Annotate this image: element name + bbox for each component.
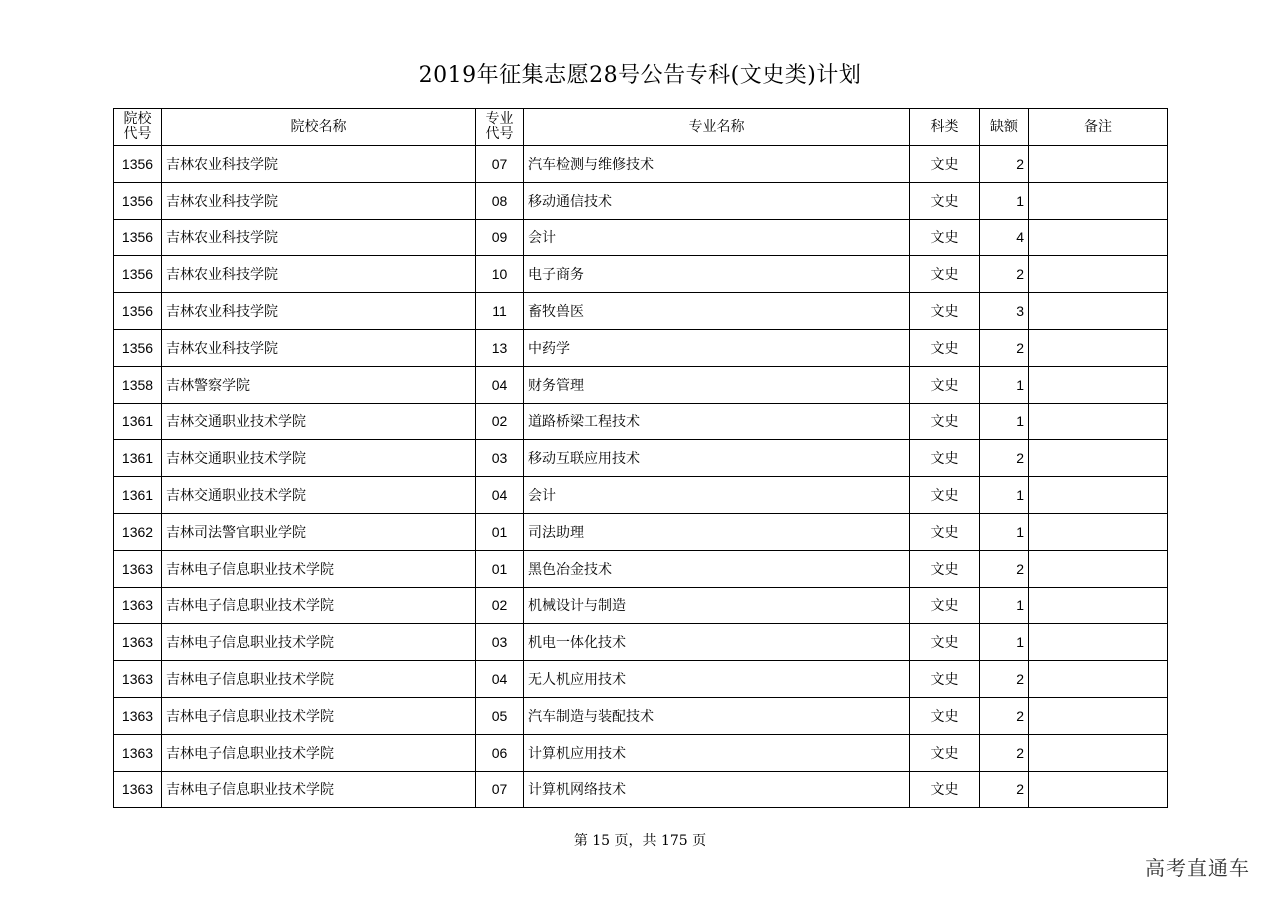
cell-category: 文史 bbox=[910, 513, 980, 550]
cell-note bbox=[1029, 219, 1168, 256]
header-school-code: 院校代号 bbox=[114, 109, 162, 146]
cell-note bbox=[1029, 329, 1168, 366]
cell-quota: 1 bbox=[980, 477, 1029, 514]
cell-major-code: 01 bbox=[476, 513, 524, 550]
table-row bbox=[114, 293, 1168, 330]
page-title: 2019年征集志愿28号公告专科(文史类)计划 bbox=[418, 63, 862, 88]
cell-school-name: 吉林电子信息职业技术学院 bbox=[162, 661, 476, 698]
cell-note bbox=[1029, 366, 1168, 403]
cell-quota: 3 bbox=[980, 293, 1029, 330]
cell-major-name: 黑色冶金技术 bbox=[524, 550, 910, 587]
cell-school-code: 1361 bbox=[114, 440, 162, 477]
cell-major-code: 09 bbox=[476, 219, 524, 256]
cell-note bbox=[1029, 146, 1168, 183]
table-row bbox=[114, 440, 1168, 477]
header-category: 科类 bbox=[910, 109, 980, 146]
cell-quota: 2 bbox=[980, 256, 1029, 293]
cell-quota: 1 bbox=[980, 513, 1029, 550]
cell-school-name: 吉林交通职业技术学院 bbox=[162, 440, 476, 477]
cell-category: 文史 bbox=[910, 734, 980, 771]
cell-school-code: 1363 bbox=[114, 587, 162, 624]
table-row bbox=[114, 697, 1168, 734]
cell-note bbox=[1029, 697, 1168, 734]
header-major-name: 专业名称 bbox=[524, 109, 910, 146]
cell-category: 文史 bbox=[910, 477, 980, 514]
cell-category: 文史 bbox=[910, 256, 980, 293]
cell-school-code: 1361 bbox=[114, 403, 162, 440]
cell-school-code: 1356 bbox=[114, 256, 162, 293]
cell-school-name: 吉林警察学院 bbox=[162, 366, 476, 403]
cell-note bbox=[1029, 734, 1168, 771]
plan-table bbox=[113, 108, 1168, 808]
cell-note bbox=[1029, 403, 1168, 440]
cell-major-name: 会计 bbox=[524, 219, 910, 256]
cell-major-name: 机械设计与制造 bbox=[524, 587, 910, 624]
cell-note bbox=[1029, 513, 1168, 550]
cell-quota: 2 bbox=[980, 661, 1029, 698]
table-row bbox=[114, 513, 1168, 550]
cell-school-code: 1362 bbox=[114, 513, 162, 550]
page-number: 第 15 页，共 175 页 bbox=[573, 833, 707, 849]
cell-school-name: 吉林司法警官职业学院 bbox=[162, 513, 476, 550]
cell-major-code: 07 bbox=[476, 771, 524, 808]
cell-major-code: 02 bbox=[476, 587, 524, 624]
cell-quota: 2 bbox=[980, 771, 1029, 808]
cell-major-name: 中药学 bbox=[524, 329, 910, 366]
cell-quota: 1 bbox=[980, 587, 1029, 624]
cell-category: 文史 bbox=[910, 219, 980, 256]
cell-school-name: 吉林电子信息职业技术学院 bbox=[162, 624, 476, 661]
cell-major-code: 11 bbox=[476, 293, 524, 330]
cell-category: 文史 bbox=[910, 146, 980, 183]
cell-category: 文史 bbox=[910, 403, 980, 440]
table-row bbox=[114, 587, 1168, 624]
cell-major-name: 计算机网络技术 bbox=[524, 771, 910, 808]
cell-major-code: 03 bbox=[476, 624, 524, 661]
cell-school-name: 吉林电子信息职业技术学院 bbox=[162, 550, 476, 587]
cell-category: 文史 bbox=[910, 661, 980, 698]
cell-quota: 1 bbox=[980, 624, 1029, 661]
cell-category: 文史 bbox=[910, 329, 980, 366]
header-major-code: 专业代号 bbox=[476, 109, 524, 146]
cell-major-code: 01 bbox=[476, 550, 524, 587]
cell-category: 文史 bbox=[910, 697, 980, 734]
cell-major-code: 04 bbox=[476, 477, 524, 514]
cell-school-code: 1363 bbox=[114, 771, 162, 808]
cell-quota: 1 bbox=[980, 403, 1029, 440]
cell-school-name: 吉林交通职业技术学院 bbox=[162, 403, 476, 440]
cell-note bbox=[1029, 550, 1168, 587]
cell-category: 文史 bbox=[910, 440, 980, 477]
table-row bbox=[114, 661, 1168, 698]
cell-major-name: 财务管理 bbox=[524, 366, 910, 403]
cell-major-code: 04 bbox=[476, 366, 524, 403]
cell-school-code: 1356 bbox=[114, 146, 162, 183]
cell-major-name: 汽车制造与装配技术 bbox=[524, 697, 910, 734]
cell-school-code: 1356 bbox=[114, 219, 162, 256]
cell-category: 文史 bbox=[910, 587, 980, 624]
cell-quota: 2 bbox=[980, 329, 1029, 366]
cell-major-name: 电子商务 bbox=[524, 256, 910, 293]
cell-quota: 2 bbox=[980, 734, 1029, 771]
cell-quota: 4 bbox=[980, 219, 1029, 256]
table-row bbox=[114, 182, 1168, 219]
table-row bbox=[114, 256, 1168, 293]
cell-school-name: 吉林农业科技学院 bbox=[162, 256, 476, 293]
cell-category: 文史 bbox=[910, 550, 980, 587]
cell-major-code: 06 bbox=[476, 734, 524, 771]
cell-category: 文史 bbox=[910, 366, 980, 403]
cell-major-name: 会计 bbox=[524, 477, 910, 514]
table-row bbox=[114, 734, 1168, 771]
cell-major-name: 移动通信技术 bbox=[524, 182, 910, 219]
cell-category: 文史 bbox=[910, 624, 980, 661]
cell-school-name: 吉林电子信息职业技术学院 bbox=[162, 771, 476, 808]
table-row bbox=[114, 771, 1168, 808]
cell-major-name: 无人机应用技术 bbox=[524, 661, 910, 698]
cell-note bbox=[1029, 771, 1168, 808]
table-header-row bbox=[114, 109, 1168, 146]
cell-note bbox=[1029, 293, 1168, 330]
cell-major-name: 机电一体化技术 bbox=[524, 624, 910, 661]
cell-school-name: 吉林农业科技学院 bbox=[162, 219, 476, 256]
cell-category: 文史 bbox=[910, 771, 980, 808]
cell-note bbox=[1029, 440, 1168, 477]
header-quota: 缺额 bbox=[980, 109, 1029, 146]
cell-major-code: 08 bbox=[476, 182, 524, 219]
table-row bbox=[114, 146, 1168, 183]
cell-school-name: 吉林电子信息职业技术学院 bbox=[162, 587, 476, 624]
cell-school-code: 1363 bbox=[114, 550, 162, 587]
cell-note bbox=[1029, 661, 1168, 698]
cell-school-name: 吉林农业科技学院 bbox=[162, 329, 476, 366]
table-row bbox=[114, 366, 1168, 403]
cell-major-name: 移动互联应用技术 bbox=[524, 440, 910, 477]
cell-category: 文史 bbox=[910, 293, 980, 330]
table-row bbox=[114, 403, 1168, 440]
cell-quota: 1 bbox=[980, 366, 1029, 403]
cell-note bbox=[1029, 182, 1168, 219]
cell-major-code: 07 bbox=[476, 146, 524, 183]
cell-school-name: 吉林农业科技学院 bbox=[162, 293, 476, 330]
cell-major-code: 13 bbox=[476, 329, 524, 366]
cell-major-code: 02 bbox=[476, 403, 524, 440]
cell-school-name: 吉林农业科技学院 bbox=[162, 146, 476, 183]
cell-school-code: 1356 bbox=[114, 293, 162, 330]
cell-category: 文史 bbox=[910, 182, 980, 219]
cell-note bbox=[1029, 477, 1168, 514]
cell-school-code: 1356 bbox=[114, 182, 162, 219]
cell-major-code: 10 bbox=[476, 256, 524, 293]
watermark: 高考直通车 bbox=[1145, 856, 1250, 880]
cell-school-code: 1358 bbox=[114, 366, 162, 403]
cell-major-name: 计算机应用技术 bbox=[524, 734, 910, 771]
cell-quota: 1 bbox=[980, 182, 1029, 219]
table-row bbox=[114, 477, 1168, 514]
cell-school-code: 1363 bbox=[114, 661, 162, 698]
table-row bbox=[114, 329, 1168, 366]
cell-major-code: 05 bbox=[476, 697, 524, 734]
cell-quota: 2 bbox=[980, 440, 1029, 477]
cell-school-code: 1361 bbox=[114, 477, 162, 514]
table-row bbox=[114, 624, 1168, 661]
cell-school-name: 吉林农业科技学院 bbox=[162, 182, 476, 219]
cell-major-name: 司法助理 bbox=[524, 513, 910, 550]
cell-quota: 2 bbox=[980, 146, 1029, 183]
cell-school-code: 1363 bbox=[114, 624, 162, 661]
table-row bbox=[114, 219, 1168, 256]
table-row bbox=[114, 550, 1168, 587]
cell-note bbox=[1029, 624, 1168, 661]
cell-major-name: 道路桥梁工程技术 bbox=[524, 403, 910, 440]
cell-quota: 2 bbox=[980, 550, 1029, 587]
header-school-name: 院校名称 bbox=[162, 109, 476, 146]
cell-school-name: 吉林电子信息职业技术学院 bbox=[162, 734, 476, 771]
cell-major-code: 03 bbox=[476, 440, 524, 477]
cell-quota: 2 bbox=[980, 697, 1029, 734]
cell-school-code: 1363 bbox=[114, 697, 162, 734]
cell-major-name: 畜牧兽医 bbox=[524, 293, 910, 330]
cell-major-code: 04 bbox=[476, 661, 524, 698]
cell-school-code: 1356 bbox=[114, 329, 162, 366]
cell-school-code: 1363 bbox=[114, 734, 162, 771]
cell-note bbox=[1029, 256, 1168, 293]
cell-major-name: 汽车检测与维修技术 bbox=[524, 146, 910, 183]
header-note: 备注 bbox=[1029, 109, 1168, 146]
cell-note bbox=[1029, 587, 1168, 624]
cell-school-name: 吉林电子信息职业技术学院 bbox=[162, 697, 476, 734]
cell-school-name: 吉林交通职业技术学院 bbox=[162, 477, 476, 514]
